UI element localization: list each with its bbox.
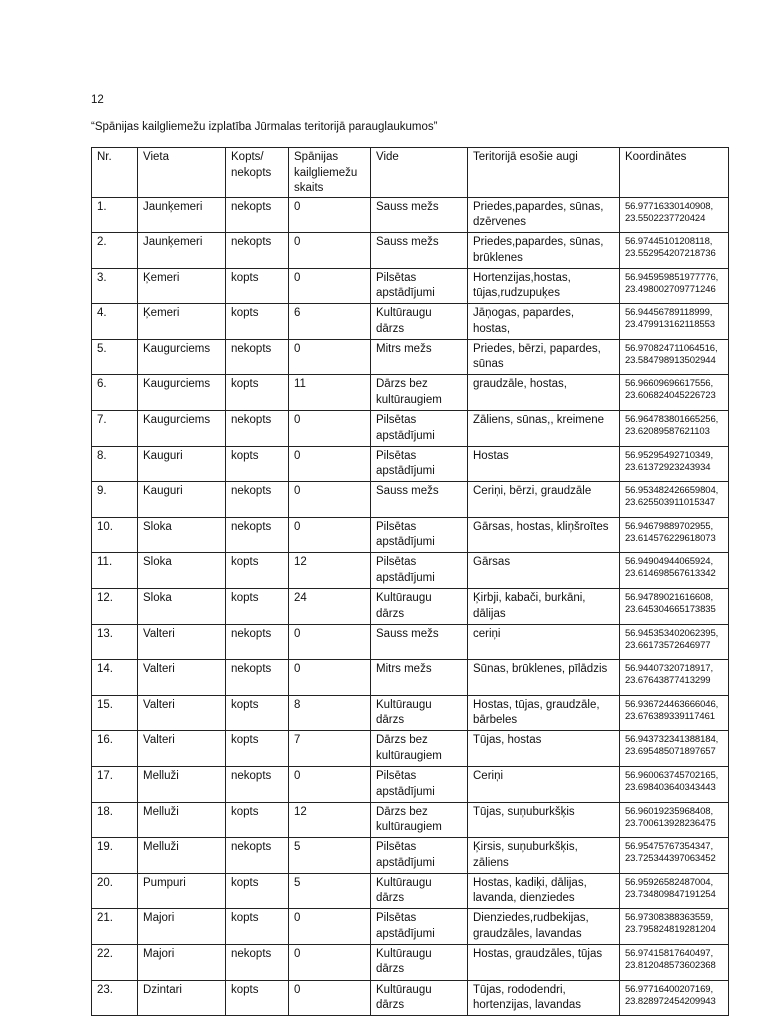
cell-augi: Zāliens, sūnas,, kreimene bbox=[468, 411, 620, 447]
coordinate-latitude: 56.95295492710349, bbox=[625, 449, 714, 461]
cell-koordinates bbox=[620, 268, 729, 304]
coordinate-longitude: 23.700613928236475 bbox=[625, 817, 716, 829]
cell-vide: Kultūraugu dārzs bbox=[371, 304, 468, 340]
coordinate-longitude: 23.676389339117461 bbox=[625, 710, 715, 722]
header-koordinates: Koordinātes bbox=[620, 148, 729, 198]
cell-koordinates bbox=[620, 197, 729, 233]
coordinate-latitude: 56.97415817640497, bbox=[625, 947, 714, 959]
coordinate-longitude: 23.479913162118553 bbox=[625, 319, 715, 331]
coordinate-latitude: 56.960063745702165, bbox=[625, 770, 719, 781]
cell-vieta: Majori bbox=[138, 944, 226, 980]
cell-skaits: 0 bbox=[289, 767, 371, 803]
cell-skaits: 0 bbox=[289, 268, 371, 304]
cell-skaits: 0 bbox=[289, 660, 371, 696]
table-row bbox=[92, 553, 729, 589]
cell-koordinates bbox=[620, 233, 729, 269]
coordinate-latitude: 56.97716330140908, bbox=[625, 200, 714, 212]
table-row bbox=[92, 517, 729, 553]
table-row bbox=[92, 838, 729, 874]
coordinate-longitude: 23.584798913502944 bbox=[625, 354, 716, 366]
header-nr: Nr. bbox=[92, 148, 138, 198]
table-row bbox=[92, 233, 729, 269]
coordinate-latitude: 56.936724463666046, bbox=[625, 698, 719, 710]
coordinate-latitude: 56.97308388363559, bbox=[625, 912, 714, 924]
cell-skaits: 0 bbox=[289, 909, 371, 945]
cell-vide: Pilsētas apstādījumi bbox=[371, 553, 468, 589]
cell-vide: Dārzs bez kultūraugiem bbox=[371, 802, 468, 838]
coordinate-latitude: 56.96609696617556, bbox=[625, 378, 714, 390]
cell-koordinates bbox=[620, 944, 729, 980]
cell-kopts: kopts bbox=[226, 731, 289, 767]
table-row bbox=[92, 624, 729, 660]
cell-vieta: Jaunķemeri bbox=[138, 197, 226, 233]
cell-vide: Mitrs mežs bbox=[371, 339, 468, 375]
cell-nr: 5. bbox=[92, 339, 138, 375]
cell-vide: Mitrs mežs bbox=[371, 660, 468, 696]
header-skaits: Spānijas kailgliemežu skaits bbox=[289, 148, 371, 198]
cell-nr: 9. bbox=[92, 482, 138, 518]
cell-skaits: 0 bbox=[289, 411, 371, 447]
coordinate-longitude: 23.614698567613342 bbox=[625, 568, 716, 580]
header-vieta: Vieta bbox=[138, 148, 226, 198]
coordinate-longitude: 23.625503911015347 bbox=[625, 497, 715, 509]
coordinate-latitude: 56.964783801665256, bbox=[625, 414, 719, 426]
cell-kopts: nekopts bbox=[226, 838, 289, 874]
cell-nr: 6. bbox=[92, 375, 138, 411]
cell-kopts: nekopts bbox=[226, 339, 289, 375]
cell-kopts: kopts bbox=[226, 873, 289, 909]
cell-kopts: kopts bbox=[226, 446, 289, 482]
cell-vieta: Dzintari bbox=[138, 980, 226, 1016]
cell-koordinates bbox=[620, 339, 729, 375]
cell-vieta: Sloka bbox=[138, 517, 226, 553]
table-row bbox=[92, 375, 729, 411]
cell-vieta: Ķemeri bbox=[138, 304, 226, 340]
cell-kopts: kopts bbox=[226, 909, 289, 945]
cell-nr: 16. bbox=[92, 731, 138, 767]
table-body bbox=[92, 197, 729, 1016]
cell-kopts: nekopts bbox=[226, 482, 289, 518]
cell-skaits: 0 bbox=[289, 944, 371, 980]
cell-kopts: kopts bbox=[226, 304, 289, 340]
cell-kopts: nekopts bbox=[226, 767, 289, 803]
cell-augi: Priedes, bērzi, papardes, sūnas bbox=[468, 339, 620, 375]
cell-koordinates bbox=[620, 838, 729, 874]
table-row bbox=[92, 695, 729, 731]
cell-augi: Ķirsis, suņuburkšķis, zāliens bbox=[468, 838, 620, 874]
cell-koordinates bbox=[620, 589, 729, 625]
cell-kopts: kopts bbox=[226, 268, 289, 304]
cell-nr: 17. bbox=[92, 767, 138, 803]
cell-nr: 11. bbox=[92, 553, 138, 589]
cell-skaits: 6 bbox=[289, 304, 371, 340]
cell-koordinates bbox=[620, 553, 729, 589]
cell-skaits: 5 bbox=[289, 873, 371, 909]
cell-vide: Sauss mežs bbox=[371, 482, 468, 518]
cell-skaits: 0 bbox=[289, 339, 371, 375]
cell-augi: Tūjas, hostas bbox=[468, 731, 620, 767]
cell-nr: 3. bbox=[92, 268, 138, 304]
cell-nr: 1. bbox=[92, 197, 138, 233]
cell-nr: 19. bbox=[92, 838, 138, 874]
coordinate-latitude: 56.94679889702955, bbox=[625, 520, 714, 532]
coordinate-latitude: 56.94407320718917, bbox=[625, 663, 714, 675]
table-row bbox=[92, 944, 729, 980]
cell-vieta: Valteri bbox=[138, 731, 226, 767]
cell-nr: 4. bbox=[92, 304, 138, 340]
cell-vide: Pilsētas apstādījumi bbox=[371, 446, 468, 482]
cell-augi: Ceriņi, bērzi, graudzāle bbox=[468, 482, 620, 518]
table-row bbox=[92, 197, 729, 233]
cell-kopts: nekopts bbox=[226, 944, 289, 980]
cell-vieta: Melluži bbox=[138, 802, 226, 838]
cell-vieta: Valteri bbox=[138, 660, 226, 696]
cell-vieta: Sloka bbox=[138, 553, 226, 589]
cell-augi: graudzāle, hostas, bbox=[468, 375, 620, 411]
table-row bbox=[92, 339, 729, 375]
cell-vide: Pilsētas apstādījumi bbox=[371, 838, 468, 874]
cell-nr: 15. bbox=[92, 695, 138, 731]
cell-vieta: Kaugurciems bbox=[138, 375, 226, 411]
cell-skaits: 0 bbox=[289, 517, 371, 553]
cell-vieta: Pumpuri bbox=[138, 873, 226, 909]
table-row bbox=[92, 660, 729, 696]
cell-augi: Ceriņi bbox=[468, 767, 620, 803]
document-title: “Spānijas kailgliemežu izplatība Jūrmalas teritorijā parauglaukumos” bbox=[91, 121, 438, 133]
page-number: 12 bbox=[91, 94, 104, 106]
cell-nr: 22. bbox=[92, 944, 138, 980]
cell-koordinates bbox=[620, 980, 729, 1016]
cell-vieta: Jaunķemeri bbox=[138, 233, 226, 269]
coordinate-latitude: 56.94456789118999, bbox=[625, 307, 713, 319]
cell-koordinates bbox=[620, 624, 729, 660]
cell-augi: Hostas, kadiķi, dālijas, lavanda, dienziedes bbox=[468, 873, 620, 909]
cell-skaits: 12 bbox=[289, 553, 371, 589]
coordinate-latitude: 56.94904944065924, bbox=[625, 556, 714, 568]
cell-vieta: Valteri bbox=[138, 624, 226, 660]
cell-vide: Pilsētas apstādījumi bbox=[371, 517, 468, 553]
coordinate-longitude: 23.614576229618073 bbox=[625, 532, 716, 544]
coordinate-latitude: 56.94789021616608, bbox=[625, 592, 714, 604]
cell-skaits: 0 bbox=[289, 980, 371, 1016]
cell-skaits: 0 bbox=[289, 624, 371, 660]
coordinate-longitude: 23.695485071897657 bbox=[625, 746, 716, 758]
table-row bbox=[92, 802, 729, 838]
cell-skaits: 7 bbox=[289, 731, 371, 767]
cell-skaits: 5 bbox=[289, 838, 371, 874]
cell-augi: Gārsas, hostas, kliņšroītes bbox=[468, 517, 620, 553]
cell-nr: 23. bbox=[92, 980, 138, 1016]
cell-vieta: Sloka bbox=[138, 589, 226, 625]
coordinate-longitude: 23.698403640343443 bbox=[625, 782, 716, 793]
cell-skaits: 8 bbox=[289, 695, 371, 731]
cell-vide: Kultūraugu dārzs bbox=[371, 589, 468, 625]
cell-nr: 7. bbox=[92, 411, 138, 447]
cell-kopts: kopts bbox=[226, 695, 289, 731]
table-row bbox=[92, 873, 729, 909]
coordinate-longitude: 23.795824819281204 bbox=[625, 924, 716, 936]
coordinate-longitude: 23.734809847191254 bbox=[625, 888, 716, 900]
cell-koordinates bbox=[620, 909, 729, 945]
cell-koordinates bbox=[620, 411, 729, 447]
coordinate-latitude: 56.97716400207169, bbox=[625, 983, 714, 995]
coordinate-longitude: 23.645304665173835 bbox=[625, 604, 716, 616]
cell-vieta: Melluži bbox=[138, 838, 226, 874]
cell-augi: Hostas, graudzāles, tūjas bbox=[468, 944, 620, 980]
cell-vieta: Ķemeri bbox=[138, 268, 226, 304]
cell-koordinates bbox=[620, 731, 729, 767]
slug-distribution-table bbox=[91, 147, 729, 1016]
cell-augi: Ķirbji, kabači, burkāni, dālijas bbox=[468, 589, 620, 625]
cell-skaits: 11 bbox=[289, 375, 371, 411]
cell-kopts: nekopts bbox=[226, 411, 289, 447]
table-row bbox=[92, 304, 729, 340]
table-row bbox=[92, 980, 729, 1016]
cell-nr: 8. bbox=[92, 446, 138, 482]
header-augi: Teritorijā esošie augi bbox=[468, 148, 620, 198]
cell-koordinates bbox=[620, 517, 729, 553]
cell-vide: Kultūraugu dārzs bbox=[371, 695, 468, 731]
cell-vieta: Kauguri bbox=[138, 446, 226, 482]
cell-koordinates bbox=[620, 375, 729, 411]
cell-vide: Pilsētas apstādījumi bbox=[371, 767, 468, 803]
cell-vieta: Valteri bbox=[138, 695, 226, 731]
cell-augi: Hostas, tūjas, graudzāle, bārbeles bbox=[468, 695, 620, 731]
cell-vide: Dārzs bez kultūraugiem bbox=[371, 731, 468, 767]
coordinate-latitude: 56.953482426659804, bbox=[625, 485, 719, 497]
cell-augi: ceriņi bbox=[468, 624, 620, 660]
coordinate-latitude: 56.95926582487004, bbox=[625, 876, 714, 888]
cell-koordinates bbox=[620, 660, 729, 696]
cell-koordinates bbox=[620, 802, 729, 838]
coordinate-longitude: 23.828972454209943 bbox=[625, 995, 716, 1007]
cell-augi: Dienziedes,rudbekijas, graudzāles, lavandas bbox=[468, 909, 620, 945]
cell-vide: Sauss mežs bbox=[371, 197, 468, 233]
cell-vide: Kultūraugu dārzs bbox=[371, 873, 468, 909]
table-row bbox=[92, 482, 729, 518]
coordinate-longitude: 23.67643877413299 bbox=[625, 675, 711, 687]
coordinate-longitude: 23.552954207218736 bbox=[625, 248, 716, 260]
cell-augi: Priedes,papardes, sūnas, brūklenes bbox=[468, 233, 620, 269]
cell-kopts: nekopts bbox=[226, 197, 289, 233]
cell-augi: Tūjas, rododendri, hortenzijas, lavandas bbox=[468, 980, 620, 1016]
coordinate-latitude: 56.97445101208118, bbox=[625, 236, 713, 248]
table-row bbox=[92, 446, 729, 482]
cell-nr: 2. bbox=[92, 233, 138, 269]
cell-augi: Priedes,papardes, sūnas, dzērvenes bbox=[468, 197, 620, 233]
coordinate-longitude: 23.498002709771246 bbox=[625, 283, 716, 295]
cell-koordinates bbox=[620, 482, 729, 518]
coordinate-longitude: 23.66173572646977 bbox=[625, 639, 711, 651]
cell-skaits: 0 bbox=[289, 197, 371, 233]
cell-skaits: 24 bbox=[289, 589, 371, 625]
table-row bbox=[92, 767, 729, 803]
cell-vide: Kultūraugu dārzs bbox=[371, 944, 468, 980]
cell-vide: Kultūraugu dārzs bbox=[371, 980, 468, 1016]
cell-augi: Hortenzijas,hostas, tūjas,rudzupuķes bbox=[468, 268, 620, 304]
table-header-row bbox=[92, 148, 729, 198]
cell-kopts: kopts bbox=[226, 553, 289, 589]
coordinate-longitude: 23.62089587621103 bbox=[625, 426, 710, 438]
table-row bbox=[92, 268, 729, 304]
cell-nr: 20. bbox=[92, 873, 138, 909]
cell-kopts: kopts bbox=[226, 802, 289, 838]
coordinate-latitude: 56.95475767354347, bbox=[625, 841, 714, 853]
cell-vide: Sauss mežs bbox=[371, 233, 468, 269]
table-row bbox=[92, 909, 729, 945]
cell-skaits: 12 bbox=[289, 802, 371, 838]
coordinate-longitude: 23.606824045226723 bbox=[625, 390, 716, 402]
cell-augi: Tūjas, suņuburkšķis bbox=[468, 802, 620, 838]
table-row bbox=[92, 731, 729, 767]
cell-vide: Pilsētas apstādījumi bbox=[371, 411, 468, 447]
coordinate-latitude: 56.945353402062395, bbox=[625, 627, 719, 639]
cell-koordinates bbox=[620, 873, 729, 909]
cell-nr: 14. bbox=[92, 660, 138, 696]
cell-kopts: kopts bbox=[226, 589, 289, 625]
cell-vide: Sauss mežs bbox=[371, 624, 468, 660]
cell-augi: Gārsas bbox=[468, 553, 620, 589]
cell-vieta: Melluži bbox=[138, 767, 226, 803]
cell-vide: Dārzs bez kultūraugiem bbox=[371, 375, 468, 411]
header-vide: Vide bbox=[371, 148, 468, 198]
cell-koordinates bbox=[620, 695, 729, 731]
coordinate-longitude: 23.61372923243934 bbox=[625, 461, 711, 473]
coordinate-latitude: 56.96019235968408, bbox=[625, 805, 714, 817]
cell-koordinates bbox=[620, 446, 729, 482]
cell-koordinates bbox=[620, 304, 729, 340]
cell-vieta: Majori bbox=[138, 909, 226, 945]
cell-vieta: Kaugurciems bbox=[138, 411, 226, 447]
cell-koordinates bbox=[620, 767, 729, 803]
cell-kopts: nekopts bbox=[226, 517, 289, 553]
cell-vide: Pilsētas apstādījumi bbox=[371, 909, 468, 945]
coordinate-longitude: 23.812048573602368 bbox=[625, 959, 716, 971]
cell-kopts: nekopts bbox=[226, 233, 289, 269]
cell-kopts: kopts bbox=[226, 980, 289, 1016]
cell-nr: 12. bbox=[92, 589, 138, 625]
cell-vide: Pilsētas apstādījumi bbox=[371, 268, 468, 304]
cell-skaits: 0 bbox=[289, 233, 371, 269]
cell-augi: Hostas bbox=[468, 446, 620, 482]
table-row bbox=[92, 589, 729, 625]
cell-kopts: kopts bbox=[226, 375, 289, 411]
coordinate-latitude: 56.943732341388184, bbox=[625, 734, 719, 746]
cell-augi: Sūnas, brūklenes, pīlādzis bbox=[468, 660, 620, 696]
header-kopts: Kopts/ nekopts bbox=[226, 148, 289, 198]
coordinate-longitude: 23.5502237720424 bbox=[625, 212, 706, 224]
cell-augi: Jāņogas, papardes, hostas, bbox=[468, 304, 620, 340]
cell-vieta: Kauguri bbox=[138, 482, 226, 518]
cell-nr: 18. bbox=[92, 802, 138, 838]
cell-kopts: nekopts bbox=[226, 624, 289, 660]
table-row bbox=[92, 411, 729, 447]
coordinate-latitude: 56.970824711064516, bbox=[625, 342, 718, 354]
cell-vieta: Kaugurciems bbox=[138, 339, 226, 375]
coordinate-longitude: 23.725344397063452 bbox=[625, 853, 716, 865]
cell-nr: 21. bbox=[92, 909, 138, 945]
cell-skaits: 0 bbox=[289, 446, 371, 482]
cell-kopts: nekopts bbox=[226, 660, 289, 696]
cell-nr: 13. bbox=[92, 624, 138, 660]
cell-nr: 10. bbox=[92, 517, 138, 553]
coordinate-latitude: 56.945959851977776, bbox=[625, 271, 719, 283]
cell-skaits: 0 bbox=[289, 482, 371, 518]
